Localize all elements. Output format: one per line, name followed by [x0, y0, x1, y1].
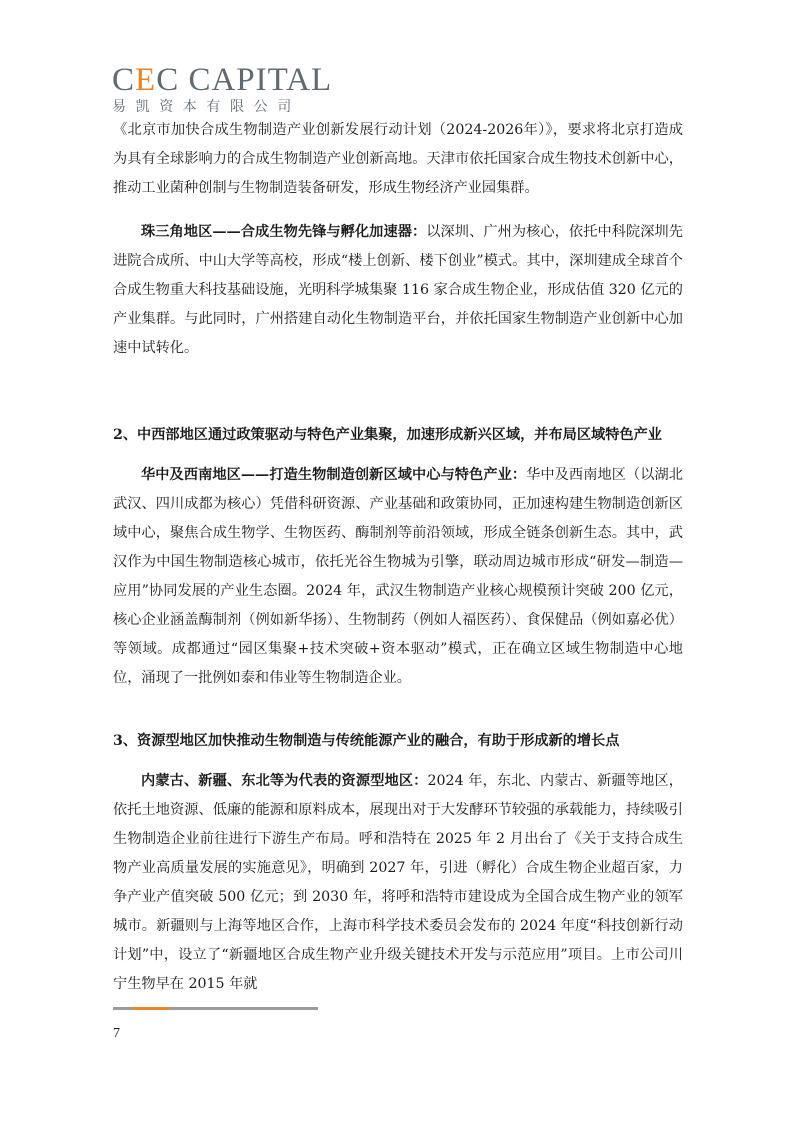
paragraph-lead: 华中及西南地区——打造生物制造创新区域中心与特色产业： [141, 467, 527, 483]
page-number: 7 [113, 1026, 120, 1041]
logo-subtitle: 易凯资本有限公司 [112, 99, 301, 115]
paragraph-resource-regions: 内蒙古、新疆、东北等为代表的资源型地区：2024 年，东北、内蒙古、新疆等地区，依托土地资源、低廉的能源和原料成本，展现出对于大发酵环节较强的承载能力，持续吸引生物制造企业前往进行下游生产布局。呼和浩特在 2025 年 2 月出台了《关于支持合成生物产业高质量发展的实施意见》，明确到 2027 年，引进（孵化）合成生物企业超百家，力争产业产值突破 500 亿元；到 2030 年，将呼和浩特市建设成为全国合成生物产业的领军城市。新疆则与上海等地区合作，上海市科学技术委员会发布的 2024 年度“科技创新行动计划”中，设立了“新疆地区合成生物产业升级关键技术开发与示范应用”项目。上市公司川宁生物早在 2015 年就 [113, 773, 683, 992]
footer-rule-accent [133, 1007, 169, 1010]
paragraph-beijing-tianjin: 《北京市加快合成生物制造产业创新发展行动计划（2024-2026年）》，要求将北京打造成为具有全球影响力的合成生物制造产业创新高地。天津市依托国家合成生物技术创新中心，推动工业菌种创制与生物制造装备研发，形成生物经济产业园集群。 [113, 122, 683, 196]
paragraph-central-southwest: 华中及西南地区——打造生物制造创新区域中心与特色产业：华中及西南地区（以湖北武汉、四川成都为核心）凭借科研资源、产业基础和政策协同，正加速构建生物制造创新区域中心，聚焦合成生物学、生物医药、酶制剂等前沿领域，形成全链条创新生态。其中，武汉作为中国生物制造核心城市，依托光谷生物城为引擎，联动周边城市形成“研发—制造—应用”协同发展的产业生态圈。2024 年，武汉生物制造产业核心规模预计突破 200 亿元，核心企业涵盖酶制剂（例如新华扬）、生物制药（例如人福医药）、食保健品（例如嘉必优）等领域。成都通过“园区集聚+技术突破+资本驱动”模式，正在确立区域生物制造中心地位，涌现了一批例如泰和伟业等生物制造企业。 [113, 467, 683, 686]
logo-accent-letter: E [135, 62, 157, 98]
logo-wordmark: CEC CAPITAL [112, 62, 333, 98]
paragraph-lead: 内蒙古、新疆、东北等为代表的资源型地区： [141, 773, 428, 789]
document-body [113, 116, 683, 999]
section-heading-2: 2、中西部地区通过政策驱动与特色产业集聚，加速形成新兴区域，并布局区域特色产业 [113, 427, 662, 443]
paragraph-pearl-river-delta: 珠三角地区——合成生物先锋与孵化加速器：以深圳、广州为核心，依托中科院深圳先进院合成所、中山大学等高校，形成“楼上创新、楼下创业”模式。其中，深圳建成全球首个合成生物重大科技基础设施，光明科学城集聚 116 家合成生物企业，形成估值 320 亿元的产业集群。与此同时，广州搭建自动化生物制造平台，并依托国家生物制造产业创新中心加速中试转化。 [113, 224, 683, 356]
footer-rule [113, 1007, 318, 1010]
company-logo [112, 62, 332, 116]
section-heading-3: 3、资源型地区加快推动生物制造与传统能源产业的融合，有助于形成新的增长点 [113, 733, 620, 749]
paragraph-lead: 珠三角地区——合成生物先锋与孵化加速器： [141, 224, 427, 240]
